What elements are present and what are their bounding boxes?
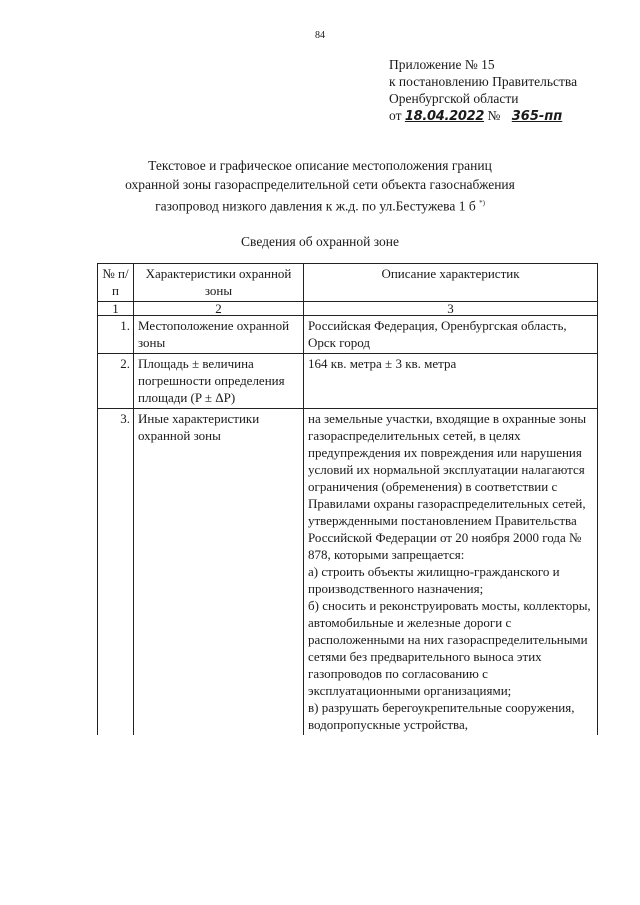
title-line-2: охранной зоны газораспределительной сети объекта газоснабжения xyxy=(125,177,515,192)
row-characteristic: Местоположение охранной зоны xyxy=(134,316,304,354)
row-num: 1. xyxy=(98,316,134,354)
number-prefix: № xyxy=(487,108,501,123)
row-num: 3. xyxy=(98,409,134,736)
protection-zone-table xyxy=(97,263,598,735)
table-row xyxy=(98,316,598,354)
row-description: 164 кв. метра ± 3 кв. метра xyxy=(304,354,598,409)
row-description xyxy=(304,409,598,736)
handwritten-number: 365-пп xyxy=(511,109,563,124)
row-characteristic: Площадь ± величина погрешности определения площади (P ± ΔP) xyxy=(134,354,304,409)
header-num: № п/п xyxy=(98,264,134,302)
header-description: Описание характеристик xyxy=(304,264,598,302)
header-characteristics: Характеристики охранной зоны xyxy=(134,264,304,302)
title-line-1: Текстовое и графическое описание местоположения границ xyxy=(148,158,492,173)
row-num: 2. xyxy=(98,354,134,409)
appendix-line-1: Приложение № 15 xyxy=(389,57,495,72)
index-cell-3: 3 xyxy=(304,302,598,316)
description-item-b: б) сносить и реконструировать мосты, коллекторы, автомобильные и железные дороги с расположенными на них газораспределительными сетями без предварительного выноса этих газопроводов по согласованию с эксплуатационными организациями; xyxy=(308,598,591,698)
handwritten-date: 18.04.2022 xyxy=(404,109,485,124)
row-description: Российская Федерация, Оренбургская область, Орск город xyxy=(304,316,598,354)
title-line-3-text: газопровод низкого давления к ж.д. по ул.Бестужева 1 б xyxy=(155,198,476,214)
table-row xyxy=(98,409,598,736)
appendix-header xyxy=(389,56,577,125)
index-cell-2: 2 xyxy=(134,302,304,316)
appendix-date-line xyxy=(389,107,577,125)
page-number: 84 xyxy=(315,30,325,41)
footnote-mark: *) xyxy=(479,199,485,207)
table-index-row xyxy=(98,302,598,316)
description-paragraph: на земельные участки, входящие в охранные зоны газораспределительных сетей, в целях предупреждения их повреждения или нарушения условий их нормальной эксплуатации налагаются ограничения (обременения) в соответствии с Правилами охраны газораспределительных сетей, утвержденными постановлением Правительства Российской Федерации от 20 ноября 2000 года № 878, которыми запрещается: xyxy=(308,411,587,562)
description-item-a: а) строить объекты жилищно-гражданского и производственного назначения; xyxy=(308,564,560,596)
table-header-row xyxy=(98,264,598,302)
appendix-line-3: Оренбургской области xyxy=(389,91,519,106)
date-prefix: от xyxy=(389,108,402,123)
section-title: Сведения об охранной зоне xyxy=(241,234,399,249)
index-cell-1: 1 xyxy=(98,302,134,316)
appendix-line-2: к постановлению Правительства xyxy=(389,74,578,89)
table-row xyxy=(98,354,598,409)
document-title xyxy=(60,156,580,216)
row-characteristic: Иные характеристики охранной зоны xyxy=(134,409,304,736)
title-line-3 xyxy=(60,194,580,216)
description-item-c: в) разрушать берегоукрепительные сооружения, водопропускные устройства, xyxy=(308,700,575,732)
